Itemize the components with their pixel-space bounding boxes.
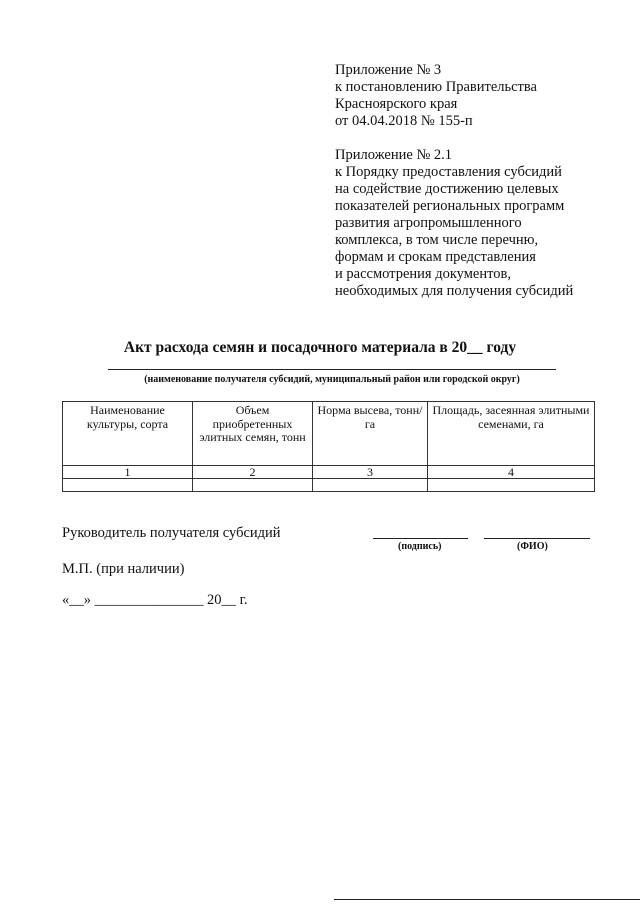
table-cell[interactable] <box>193 479 313 492</box>
column-header-volume: Объем приобретенных элитных семян, тонн <box>193 402 313 466</box>
appendix-main-line: Красноярского края <box>335 96 458 112</box>
signature-caption: (подпись) <box>398 541 442 552</box>
appendix-sub-line: развития агропромышленного <box>335 215 522 231</box>
column-number: 4 <box>428 466 595 479</box>
date-line: «__» _______________ 20__ г. <box>62 592 248 608</box>
appendix-sub-line: на содействие достижению целевых <box>335 181 559 197</box>
appendix-main-line: Приложение № 3 <box>335 62 442 78</box>
stamp-label: М.П. (при наличии) <box>62 561 185 577</box>
column-number: 1 <box>63 466 193 479</box>
column-number: 2 <box>193 466 313 479</box>
appendix-sub-line: и рассмотрения документов, <box>335 266 511 282</box>
recipient-fill-line <box>108 369 556 370</box>
table-cell[interactable] <box>428 479 595 492</box>
appendix-sub-line: комплекса, в том числе перечню, <box>335 232 539 248</box>
appendix-sub-line: формам и срокам представления <box>335 249 536 265</box>
fio-line <box>484 538 590 539</box>
appendix-sub-line: Приложение № 2.1 <box>335 147 453 163</box>
seed-usage-table <box>62 401 595 492</box>
column-number: 3 <box>313 466 428 479</box>
table-cell[interactable] <box>313 479 428 492</box>
appendix-main-line: от 04.04.2018 № 155-п <box>335 113 473 129</box>
signature-line <box>373 538 468 539</box>
appendix-sub-line: к Порядку предоставления субсидий <box>335 164 562 180</box>
table-row <box>63 479 595 492</box>
appendix-main-line: к постановлению Правительства <box>335 79 537 95</box>
column-header-seeding-rate: Норма высева, тонн/га <box>313 402 428 466</box>
appendix-sub-line: показателей региональных программ <box>335 198 565 214</box>
appendix-sub-block <box>335 147 573 300</box>
column-header-area: Площадь, засеянная элитными семенами, га <box>428 402 595 466</box>
appendix-sub-line: необходимых для получения субсидий <box>335 283 574 299</box>
fio-caption: (ФИО) <box>517 541 548 552</box>
recipient-caption: (наименование получателя субсидий, муниципальный район или городской округ) <box>144 374 520 385</box>
table-cell[interactable] <box>63 479 193 492</box>
column-header-crop: Наименование культуры, сорта <box>63 402 193 466</box>
table-number-row <box>63 466 595 479</box>
head-signature-label: Руководитель получателя субсидий <box>62 525 281 541</box>
bottom-divider <box>334 899 640 900</box>
appendix-main-block <box>335 62 537 130</box>
table-header-row <box>63 402 595 466</box>
act-title: Акт расхода семян и посадочного материала в 20__ году <box>123 339 517 356</box>
